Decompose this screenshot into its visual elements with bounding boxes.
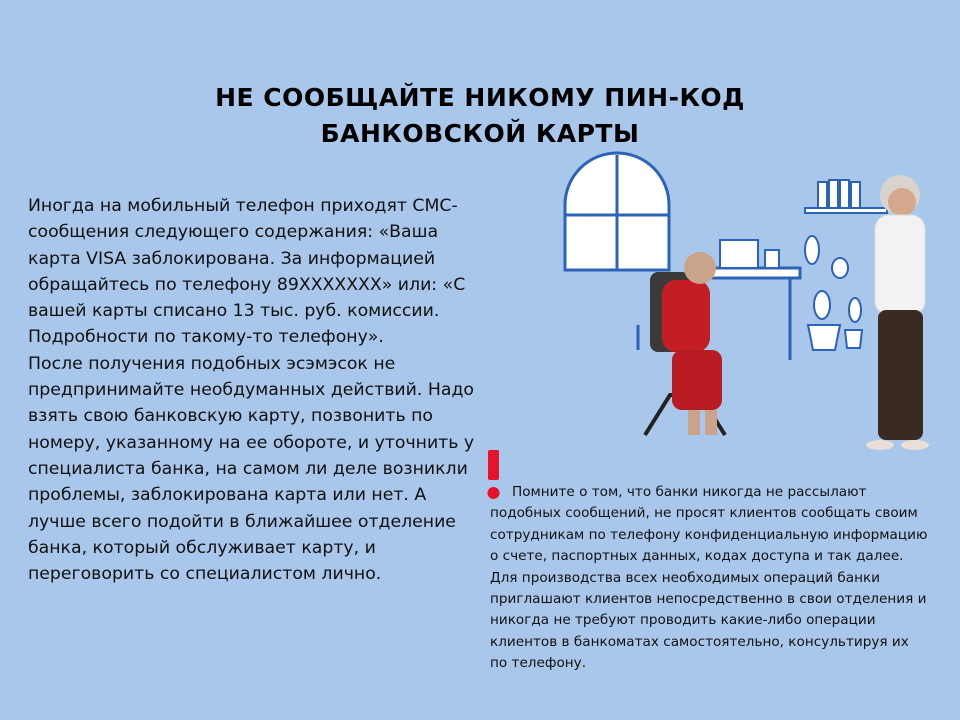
standing-woman-figure <box>866 175 929 450</box>
desk-icon <box>700 240 800 360</box>
warning-note-text: Помните о том, что банки никогда не рассылают подобных сообщений, не просят клиентов сообщать своим сотрудникам по телефону конфиденциальную информацию о счете, паспортных данных, кодах доступа и так далее. Для производства всех необходимых операций банки приглашают клиентов непосредственно в свои отделения и никогда не требуют проводить какие-либо операции клиентов в банкоматах самостоятельно, консультируя их по телефону. <box>490 484 928 672</box>
main-paragraph-1: Иногда на мобильный телефон приходят СМС-сообщения следующего содержания: «Ваша карта VISA заблокирована. За информацией обращайтесь по телефону 89XXXXXXX» или: «С вашей карты списано 13 тыс. руб. комиссии. Подробности по такому-то телефону». <box>28 196 466 348</box>
title-line-1: НЕ СООБЩАЙТЕ НИКОМУ ПИН-КОД <box>215 83 745 112</box>
plant-icon <box>805 236 862 350</box>
main-text <box>28 193 478 587</box>
bookshelf-icon <box>805 180 887 213</box>
office-illustration <box>550 150 950 470</box>
title-line-2: БАНКОВСКОЙ КАРТЫ <box>320 119 640 148</box>
page-title <box>0 80 960 152</box>
window-icon <box>565 153 669 270</box>
main-paragraph-2: После получения подобных эсэмэсок не предпринимайте необдуманных действий. Надо взять свою банковскую карту, позвонить по номеру, указанному на ее обороте, и уточнить у специалиста банка, на самом ли деле возникли проблемы, заблокирована карта или нет. А лучше всего подойти в ближайшее отделение банка, который обслуживает карту, и переговорить со специалистом лично. <box>28 353 475 585</box>
warning-note <box>490 482 930 675</box>
